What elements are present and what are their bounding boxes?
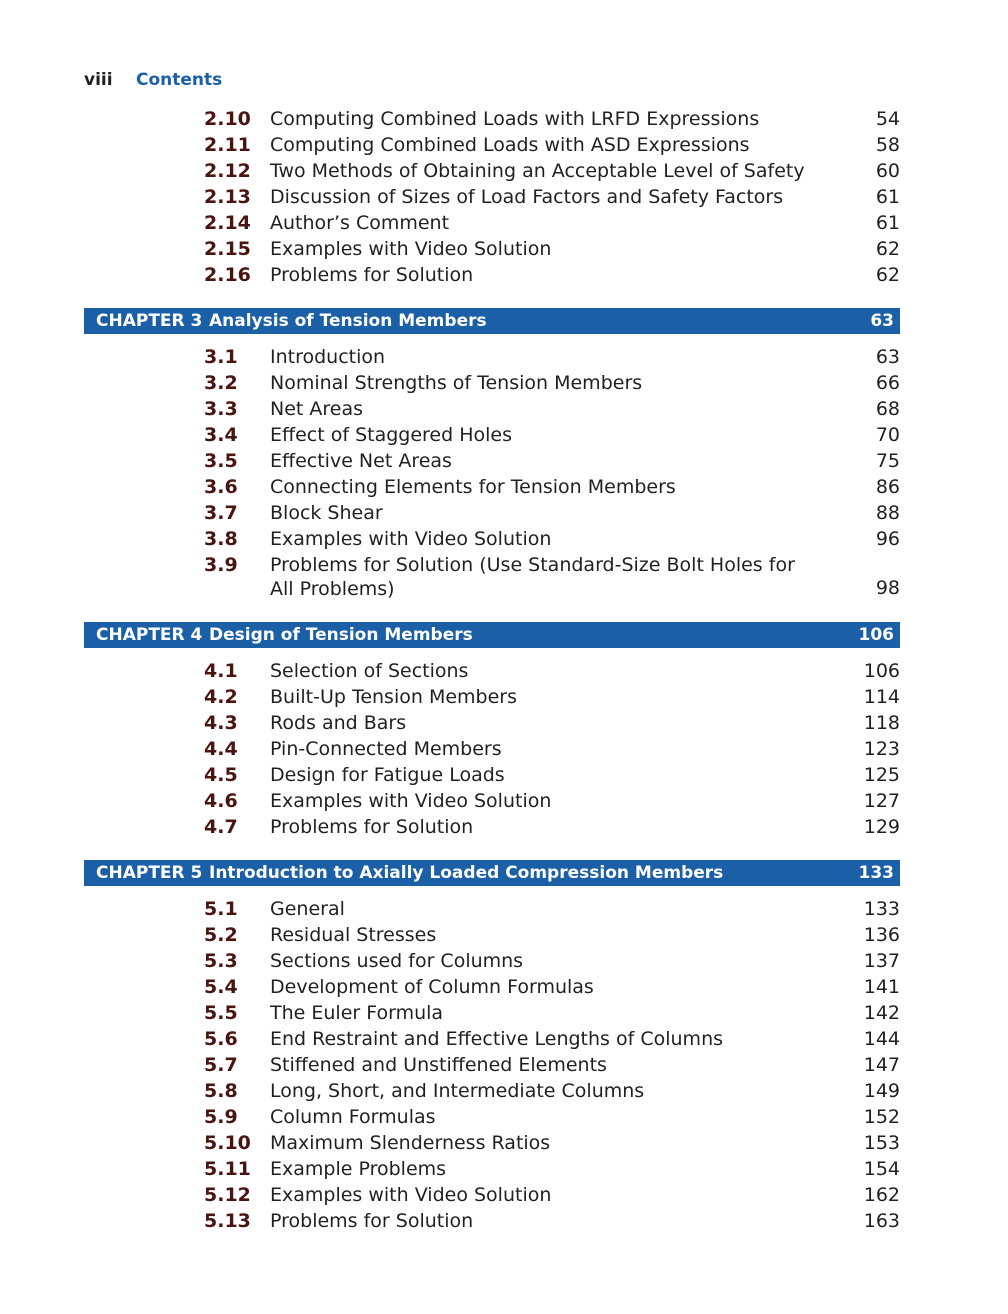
section-page: 133: [863, 898, 900, 920]
section-title: Design for Fatigue Loads: [270, 764, 505, 786]
section-number: 5.4: [204, 976, 238, 998]
section-page: 136: [863, 924, 900, 946]
section-title: Connecting Elements for Tension Members: [270, 476, 676, 498]
section-number: 5.6: [204, 1028, 238, 1050]
toc-entry[interactable]: [84, 474, 900, 500]
section-page: 137: [863, 950, 900, 972]
chapter-title: Analysis of Tension Members: [209, 311, 487, 331]
section-number: 5.13: [204, 1210, 251, 1232]
section-title: Long, Short, and Intermediate Columns: [270, 1080, 645, 1102]
section-number: 4.6: [204, 790, 238, 812]
section-page: 153: [863, 1132, 900, 1154]
toc-entry[interactable]: [84, 922, 900, 948]
section-title: Problems for Solution: [270, 1210, 474, 1232]
running-head: [84, 66, 222, 94]
section-title: Problems for Solution: [270, 816, 474, 838]
section-page: 149: [863, 1080, 900, 1102]
section-page: 70: [875, 424, 900, 446]
section-number: 4.5: [204, 764, 238, 786]
toc-entry[interactable]: [84, 1156, 900, 1182]
section-page: 147: [863, 1054, 900, 1076]
section-page: 58: [875, 134, 900, 156]
toc-entry[interactable]: [84, 948, 900, 974]
section-title: Examples with Video Solution: [270, 1184, 552, 1206]
section-number: 5.9: [204, 1106, 238, 1128]
toc-entry[interactable]: [84, 210, 900, 236]
toc-entry[interactable]: [84, 526, 900, 552]
section-number: 3.9: [204, 554, 238, 576]
toc-entry[interactable]: [84, 396, 900, 422]
toc-entry[interactable]: [84, 684, 900, 710]
section-title: General: [270, 898, 345, 920]
toc-entry[interactable]: [84, 236, 900, 262]
toc-entry[interactable]: [84, 184, 900, 210]
toc-entry[interactable]: [84, 788, 900, 814]
section-number: 2.16: [204, 264, 251, 286]
section-number: 3.5: [204, 450, 238, 472]
section-number: 2.11: [204, 134, 251, 156]
section-title: Effective Net Areas: [270, 450, 452, 472]
toc-entry[interactable]: [84, 344, 900, 370]
section-number: 5.10: [204, 1132, 251, 1154]
section-number: 4.4: [204, 738, 238, 760]
section-page: 54: [875, 108, 900, 130]
section-title: Two Methods of Obtaining an Acceptable Level of Safety: [270, 160, 805, 182]
section-title: Effect of Staggered Holes: [270, 424, 512, 446]
toc-entry[interactable]: [84, 1026, 900, 1052]
section-title: Rods and Bars: [270, 712, 407, 734]
section-title: Examples with Video Solution: [270, 790, 552, 812]
page-number: viii: [84, 70, 113, 90]
section-number: 3.7: [204, 502, 238, 524]
chapter-heading[interactable]: [84, 308, 900, 334]
toc-entry[interactable]: [84, 896, 900, 922]
section-number: 4.3: [204, 712, 238, 734]
section-number: 2.13: [204, 186, 251, 208]
toc-entry[interactable]: [84, 448, 900, 474]
section-number: 3.4: [204, 424, 238, 446]
section-title: Stiffened and Unstiffened Elements: [270, 1054, 607, 1076]
section-page: 114: [863, 686, 900, 708]
section-page: 123: [863, 738, 900, 760]
section-page: 163: [863, 1210, 900, 1232]
chapter-heading[interactable]: [84, 860, 900, 886]
section-title: Discussion of Sizes of Load Factors and Safety Factors: [270, 186, 784, 208]
section-number: 5.3: [204, 950, 238, 972]
section-title: The Euler Formula: [270, 1002, 444, 1024]
section-page: 129: [863, 816, 900, 838]
toc-entry[interactable]: [84, 658, 900, 684]
section-title: Nominal Strengths of Tension Members: [270, 372, 643, 394]
chapter-page: 133: [858, 863, 894, 883]
section-number: 3.2: [204, 372, 238, 394]
section-title: Selection of Sections: [270, 660, 469, 682]
section-page: 162: [863, 1184, 900, 1206]
section-number: 5.11: [204, 1158, 251, 1180]
section-title: Column Formulas: [270, 1106, 436, 1128]
section-number: 2.15: [204, 238, 251, 260]
section-page: 96: [875, 528, 900, 550]
section-title: Residual Stresses: [270, 924, 437, 946]
section-page: 61: [875, 212, 900, 234]
section-number: 5.2: [204, 924, 238, 946]
section-page: 63: [875, 346, 900, 368]
section-number: 4.2: [204, 686, 238, 708]
chapter-page: 63: [870, 311, 894, 331]
section-number: 3.3: [204, 398, 238, 420]
section-title: Computing Combined Loads with ASD Expressions: [270, 134, 750, 156]
section-page: 118: [863, 712, 900, 734]
running-head-title: Contents: [136, 70, 223, 90]
section-title: Problems for Solution (Use Standard-Size Bolt Holes for All Problems): [270, 554, 795, 600]
toc-entry[interactable]: [84, 736, 900, 762]
section-number: 3.1: [204, 346, 238, 368]
section-page: 98: [875, 577, 900, 599]
toc-entry[interactable]: [84, 1182, 900, 1208]
chapter-title: Introduction to Axially Loaded Compression Members: [209, 863, 724, 883]
section-page: 61: [875, 186, 900, 208]
toc-entry[interactable]: [84, 1078, 900, 1104]
section-page: 154: [863, 1158, 900, 1180]
section-title: End Restraint and Effective Lengths of Columns: [270, 1028, 724, 1050]
toc-entry[interactable]: [84, 1052, 900, 1078]
section-title: Sections used for Columns: [270, 950, 524, 972]
section-page: 60: [875, 160, 900, 182]
section-page: 66: [875, 372, 900, 394]
section-number: 2.10: [204, 108, 251, 130]
toc-entry[interactable]: [84, 1208, 900, 1234]
section-number: 2.14: [204, 212, 251, 234]
section-number: 5.8: [204, 1080, 238, 1102]
section-title: Author’s Comment: [270, 212, 450, 234]
section-page: 141: [863, 976, 900, 998]
section-page: 68: [875, 398, 900, 420]
toc-entry[interactable]: [84, 370, 900, 396]
section-title: Introduction: [270, 346, 386, 368]
toc-entry[interactable]: [84, 132, 900, 158]
toc-entry[interactable]: [84, 106, 900, 132]
section-title: Examples with Video Solution: [270, 528, 552, 550]
section-page: 88: [875, 502, 900, 524]
section-number: 5.1: [204, 898, 238, 920]
toc-entry[interactable]: [84, 1000, 900, 1026]
toc-entry[interactable]: [84, 974, 900, 1000]
section-page: 125: [863, 764, 900, 786]
toc-entry[interactable]: [84, 262, 900, 288]
section-number: 5.7: [204, 1054, 238, 1076]
section-number: 5.12: [204, 1184, 251, 1206]
table-of-contents: [84, 106, 900, 1234]
chapter-label: CHAPTER 5: [96, 863, 203, 883]
toc-entry[interactable]: [84, 500, 900, 526]
section-title: Pin-Connected Members: [270, 738, 502, 760]
chapter-label: CHAPTER 4: [96, 625, 203, 645]
section-title: Problems for Solution: [270, 264, 474, 286]
toc-entry[interactable]: [84, 1130, 900, 1156]
section-page: 106: [863, 660, 900, 682]
toc-entry[interactable]: [84, 158, 900, 184]
section-title: Development of Column Formulas: [270, 976, 594, 998]
section-number: 3.8: [204, 528, 238, 550]
toc-entry[interactable]: [84, 1104, 900, 1130]
toc-entry[interactable]: [84, 814, 900, 840]
chapter-label: CHAPTER 3: [96, 311, 203, 331]
toc-entry[interactable]: [84, 552, 900, 602]
section-page: 62: [875, 238, 900, 260]
chapter-page: 106: [858, 625, 894, 645]
section-number: 4.7: [204, 816, 238, 838]
section-page: 152: [863, 1106, 900, 1128]
chapter-title: Design of Tension Members: [209, 625, 473, 645]
section-number: 2.12: [204, 160, 251, 182]
section-number: 4.1: [204, 660, 238, 682]
section-title: Example Problems: [270, 1158, 447, 1180]
section-page: 62: [875, 264, 900, 286]
toc-entry[interactable]: [84, 762, 900, 788]
section-title: Computing Combined Loads with LRFD Expressions: [270, 108, 760, 130]
section-title: Block Shear: [270, 502, 383, 524]
toc-entry[interactable]: [84, 422, 900, 448]
section-number: 3.6: [204, 476, 238, 498]
section-title: Built-Up Tension Members: [270, 686, 517, 708]
toc-entry[interactable]: [84, 710, 900, 736]
section-page: 144: [863, 1028, 900, 1050]
section-page: 127: [863, 790, 900, 812]
section-title: Examples with Video Solution: [270, 238, 552, 260]
chapter-heading[interactable]: [84, 622, 900, 648]
section-page: 75: [875, 450, 900, 472]
section-title: Net Areas: [270, 398, 364, 420]
section-page: 86: [875, 476, 900, 498]
section-title: Maximum Slenderness Ratios: [270, 1132, 551, 1154]
section-page: 142: [863, 1002, 900, 1024]
section-number: 5.5: [204, 1002, 238, 1024]
